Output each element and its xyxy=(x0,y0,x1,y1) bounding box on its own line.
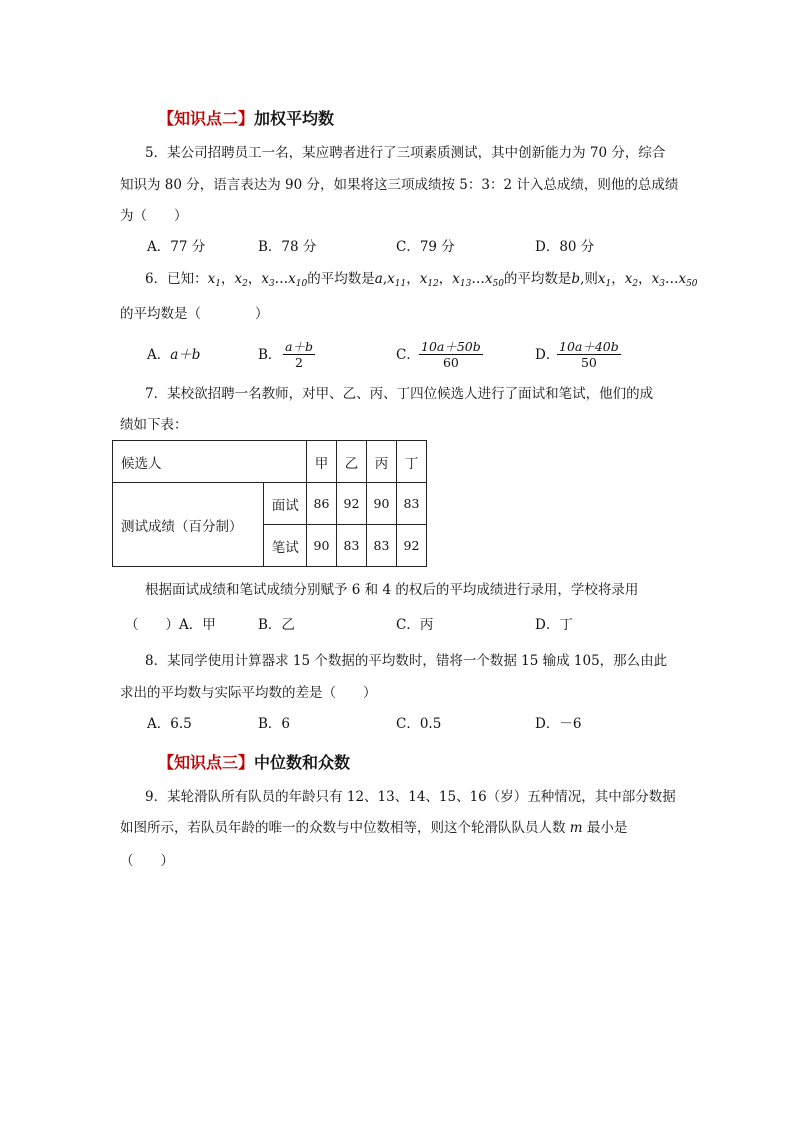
option-c-label: C． xyxy=(396,347,420,363)
table-cell: 83 xyxy=(337,525,367,567)
row-label: 面试 xyxy=(264,483,307,525)
table-cell: 92 xyxy=(337,483,367,525)
option-a: A．6.5 xyxy=(147,716,192,732)
table-cell: 86 xyxy=(307,483,337,525)
option-b-fraction: $\frac{a+b}{2}$ xyxy=(285,339,313,370)
option-b: B．78 分 xyxy=(258,239,317,255)
table-cell: 92 xyxy=(397,525,427,567)
question-8-line: 求出的平均数与实际平均数的差是（ ） xyxy=(120,685,377,701)
option-c-fraction: $\frac{10a+50b}{60}$ xyxy=(421,339,481,370)
option-c: C．79 分 xyxy=(396,239,455,255)
option-b: B．6 xyxy=(258,716,291,732)
question-9-line: （ ） xyxy=(120,853,174,869)
candidate-name: 甲 xyxy=(307,441,337,483)
question-9-line: 如图所示，若队员年龄的唯一的众数与中位数相等，则这个轮滑队队员人数 m 最小是 xyxy=(120,820,628,836)
table-cell: 90 xyxy=(367,483,397,525)
option-d: D．丁 xyxy=(535,617,573,633)
option-d: D．80 分 xyxy=(535,239,595,255)
question-5-line: 为（ ） xyxy=(120,208,188,224)
table-header-row xyxy=(113,441,427,483)
table-row xyxy=(113,483,427,525)
candidate-header: 候选人 xyxy=(113,441,307,483)
section-heading xyxy=(158,106,334,129)
section-label: 【知识点三】 xyxy=(158,753,255,772)
table-cell: 83 xyxy=(367,525,397,567)
section-heading xyxy=(158,750,350,773)
row-label: 笔试 xyxy=(264,525,307,567)
option-d-fraction: $\frac{10a+40b}{50}$ xyxy=(559,339,619,370)
question-7-line: 7．某校欲招聘一名教师，对甲、乙、丙、丁四位候选人进行了面试和笔试，他们的成 xyxy=(145,386,654,402)
option-a: A．a＋b xyxy=(147,347,201,363)
question-8-line: 8．某同学使用计算器求 15 个数据的平均数时，错将一个数据 15 输成 105，那么由此 xyxy=(145,653,668,669)
table-cell: 83 xyxy=(397,483,427,525)
candidate-name: 丁 xyxy=(397,441,427,483)
option-a: （ ）A．甲 xyxy=(125,617,216,633)
section-title: 加权平均数 xyxy=(254,109,335,128)
question-7-line: 绩如下表： xyxy=(120,417,188,433)
option-b-label: B． xyxy=(258,347,282,363)
option-b: B．乙 xyxy=(258,617,295,633)
option-c: C．0.5 xyxy=(396,716,442,732)
question-5-line: 知识为 80 分，语言表达为 90 分，如果将这三项成绩按 5：3：2 计入总成绩，则他的总成绩 xyxy=(120,177,679,193)
question-7-line: 根据面试成绩和笔试成绩分别赋予 6 和 4 的权后的平均成绩进行录用，学校将录用 xyxy=(145,582,639,598)
question-6-line: 的平均数是（ ） xyxy=(120,306,269,322)
option-c: C．丙 xyxy=(396,617,434,633)
score-table xyxy=(112,440,427,567)
section-label: 【知识点二】 xyxy=(158,109,255,128)
question-5-line: 5．某公司招聘员工一名，某应聘者进行了三项素质测试，其中创新能力为 70 分，综合 xyxy=(145,145,666,161)
section-title: 中位数和众数 xyxy=(254,753,351,772)
question-9-line: 9．某轮滑队所有队员的年龄只有 12、13、14、15、16（岁）五种情况，其中部分数据 xyxy=(145,789,676,805)
question-6-line: 6．已知：$x_1$，$x_2$，$x_3\dots x_{10}$的平均数是$a,x_{11}$，$x_{12}$，$x_{13}\dots x_{50}$的平均数是b,则$x_1$，$x_2$，$x_3\dots x_{50}$ xyxy=(145,271,698,289)
option-a: A．77 分 xyxy=(147,239,206,255)
candidate-name: 乙 xyxy=(337,441,367,483)
test-score-label: 测试成绩（百分制） xyxy=(113,483,264,567)
option-d-label: D． xyxy=(535,347,560,363)
table-cell: 90 xyxy=(307,525,337,567)
option-d: D．－6 xyxy=(535,716,582,732)
candidate-name: 丙 xyxy=(367,441,397,483)
